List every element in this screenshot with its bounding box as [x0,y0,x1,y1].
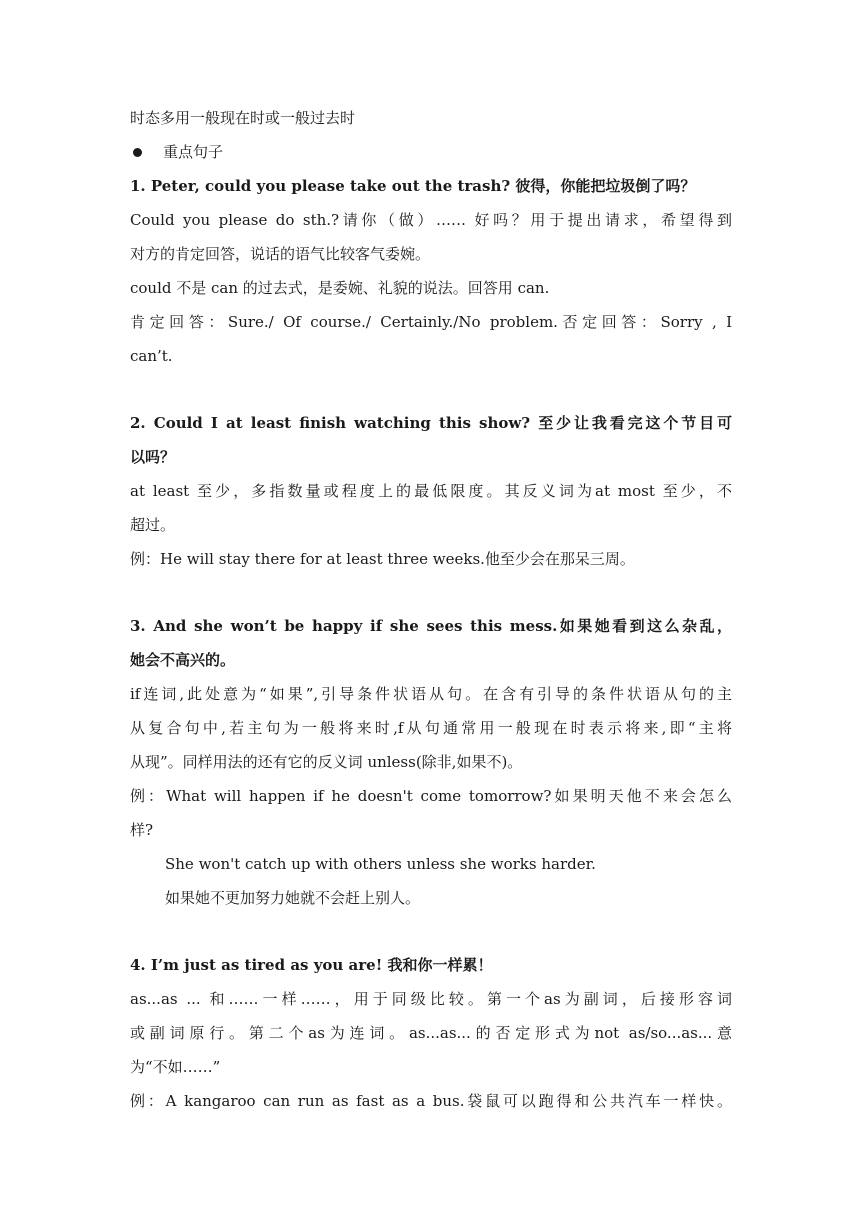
sentence-3-title: 3. And she won’t be happy if she sees this mess.如果她看到这么杂乱， [130,617,732,635]
example-line: 样? [130,821,154,839]
explanation-line: 对方的肯定回答，说话的语气比较客气委婉。 [130,245,431,263]
bullet-icon [133,148,142,157]
explanation-line: can’t. [130,347,173,365]
explanation-line: as...as ... 和……一样……，用于同级比较。第一个as为副词，后接形容词 [130,990,732,1008]
sentence-2-title-cont: 以吗？ [130,448,176,466]
explanation-line: if连词,此处意为“如果”,引导条件状语从句。在含有引导的条件状语从句的主 [130,685,732,703]
example-line: 例：He will stay there for at least three weeks.他至少会在那呆三周。 [130,550,635,568]
sentence-2-title: 2. Could I at least finish watching this show? 至少让我看完这个节目可 [130,414,732,432]
example-translation: 如果她不更加努力她就不会赶上别人。 [165,889,421,907]
document-content [130,101,732,1118]
section-heading-text: 重点句子 [163,143,224,161]
example-line: 例：A kangaroo can run as fast as a bus.袋鼠可以跑得和公共汽车一样快。 [130,1092,732,1110]
sentence-4-title: 4. I’m just as tired as you are! 我和你一样累！ [130,956,493,974]
section-heading [130,135,732,169]
sentence-1-title: 1. Peter, could you please take out the trash? 彼得，你能把垃圾倒了吗？ [130,177,696,195]
explanation-line: 为“不如……” [130,1058,221,1076]
explanation-line: 肯定回答：Sure./ Of course./ Certainly./No problem.否定回答：Sorry , I [130,313,732,331]
explanation-line: 从复合句中,若主句为一般将来时,f从句通常用一般现在时表示将来,即“主将 [130,719,732,737]
intro-line: 时态多用一般现在时或一般过去时 [130,109,356,127]
explanation-line: Could you please do sth.?请你（做）…… 好吗？用于提出请求，希望得到 [130,211,732,229]
explanation-line: 超过。 [130,516,176,534]
paragraph-gap [130,915,732,948]
paragraph-gap [130,576,732,609]
example-line: She won't catch up with others unless she works harder. [165,855,596,873]
explanation-line: 从现”。同样用法的还有它的反义词 unless(除非,如果不)。 [130,753,523,771]
sentence-3-title-cont: 她会不高兴的。 [130,651,236,669]
example-line: 例：What will happen if he doesn't come tomorrow?如果明天他不来会怎么 [130,787,732,805]
explanation-line: at least 至少，多指数量或程度上的最低限度。其反义词为at most 至少，不 [130,482,732,500]
explanation-line: could 不是 can 的过去式，是委婉、礼貌的说法。回答用 can. [130,279,550,297]
paragraph-gap [130,373,732,406]
explanation-line: 或副词原行。第二个as为连词。as...as...的否定形式为not as/so...as...意 [130,1024,732,1042]
